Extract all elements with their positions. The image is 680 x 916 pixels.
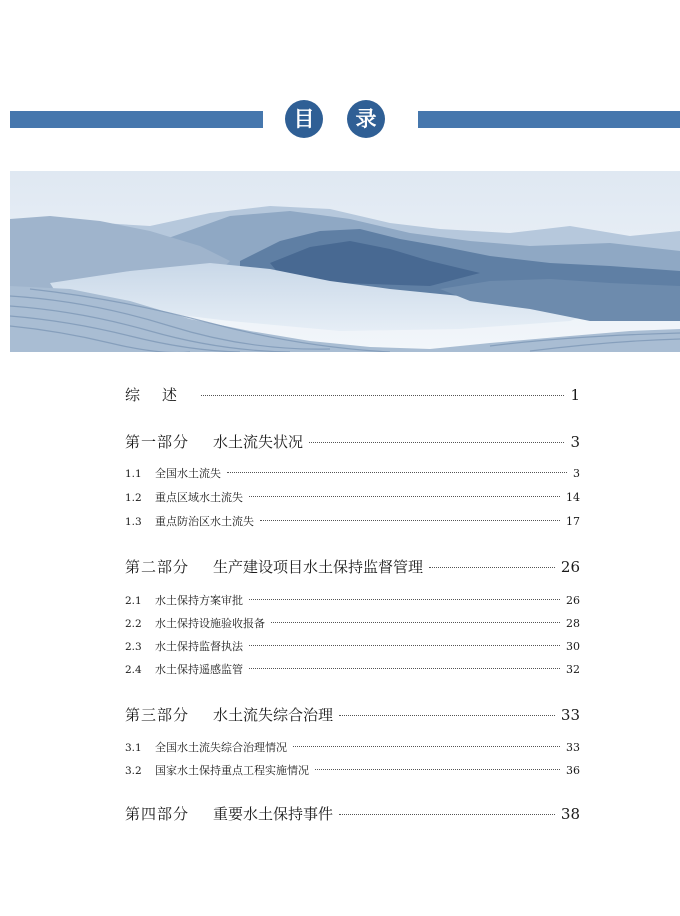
toc-label: 第二部分: [125, 558, 190, 576]
toc-entry-part3[interactable]: [125, 704, 580, 725]
toc-title: 水土保持遥感监管: [155, 663, 243, 676]
toc-page-number: 38: [560, 805, 580, 823]
toc-title: 水土流失状况: [213, 433, 304, 451]
toc-section-number: 2.4: [125, 664, 142, 676]
toc-entry-1-1[interactable]: [125, 465, 580, 481]
toc-title: 水土保持设施验收报备: [155, 617, 265, 630]
toc-leader-dots: [260, 520, 560, 521]
toc-entry-part1[interactable]: [125, 431, 580, 452]
toc-label: 综述: [125, 386, 200, 404]
toc-title: 重点区域水土流失: [155, 491, 243, 504]
toc-leader-dots: [339, 814, 555, 815]
toc-page-number: 3: [573, 467, 580, 480]
toc-title: 水土流失综合治理: [213, 706, 334, 724]
toc-leader-dots: [293, 746, 560, 747]
toc-page-number: 33: [560, 706, 580, 724]
toc-entry-part2[interactable]: [125, 556, 580, 577]
toc-page-number: 14: [566, 491, 580, 504]
toc-leader-dots: [315, 769, 560, 770]
toc-section-number: 2.2: [125, 618, 142, 630]
toc-label: 第三部分: [125, 706, 190, 724]
toc-section-number: 3.1: [125, 742, 142, 754]
toc-section-number: 1.2: [125, 492, 142, 504]
toc-section-number: 1.3: [125, 516, 142, 528]
toc-section-number: 3.2: [125, 765, 142, 777]
toc-label: 第四部分: [125, 805, 190, 823]
toc-page-number: 33: [566, 741, 580, 754]
landscape-banner: [10, 171, 680, 352]
toc-title: 全国水土流失综合治理情况: [155, 741, 287, 754]
header-bar-left: [10, 111, 263, 128]
toc-page-number: 26: [560, 558, 580, 576]
toc-page-number: 32: [566, 663, 580, 676]
toc-section-number: 2.3: [125, 641, 142, 653]
toc-entry-3-2[interactable]: [125, 762, 580, 778]
toc-page-number: 26: [566, 594, 580, 607]
toc-entry-part4[interactable]: [125, 803, 580, 824]
toc-title: 国家水土保持重点工程实施情况: [155, 764, 309, 777]
toc-title: 水土保持方案审批: [155, 594, 243, 607]
toc-leader-dots: [249, 668, 560, 669]
toc-leader-dots: [339, 715, 555, 716]
toc-entry-1-3[interactable]: [125, 513, 580, 529]
toc-leader-dots: [201, 395, 564, 396]
title-char-mu: 目: [285, 100, 323, 138]
toc-entry-2-2[interactable]: [125, 615, 580, 631]
toc-entry-3-1[interactable]: [125, 739, 580, 755]
landscape-image: [10, 171, 680, 352]
toc-entry-1-2[interactable]: [125, 489, 580, 505]
toc-title: 生产建设项目水土保持监督管理: [213, 558, 424, 576]
toc-page-number: 30: [566, 640, 580, 653]
toc-label: 第一部分: [125, 433, 190, 451]
toc-title: 全国水土流失: [155, 467, 221, 480]
title-char-lu: 录: [347, 100, 385, 138]
toc-entry-2-1[interactable]: [125, 592, 580, 608]
header-bar-right: [418, 111, 680, 128]
toc-title: 重点防治区水土流失: [155, 515, 254, 528]
toc-title: 重要水土保持事件: [213, 805, 334, 823]
toc-page-number: 36: [566, 764, 580, 777]
toc-leader-dots: [249, 645, 560, 646]
toc-page-number: 1: [570, 386, 580, 404]
toc-leader-dots: [249, 496, 560, 497]
toc-section-number: 2.1: [125, 595, 142, 607]
toc-entry-2-4[interactable]: [125, 661, 580, 677]
toc-entry-overview[interactable]: [125, 384, 580, 405]
toc-entry-2-3[interactable]: [125, 638, 580, 654]
toc-leader-dots: [227, 472, 567, 473]
toc-leader-dots: [309, 442, 564, 443]
toc-leader-dots: [271, 622, 560, 623]
toc-title: 水土保持监督执法: [155, 640, 243, 653]
toc-page-number: 17: [566, 515, 580, 528]
toc-page-number: 3: [570, 433, 580, 451]
toc-leader-dots: [429, 567, 555, 568]
toc-page-number: 28: [566, 617, 580, 630]
toc-leader-dots: [249, 599, 560, 600]
toc-section-number: 1.1: [125, 468, 142, 480]
